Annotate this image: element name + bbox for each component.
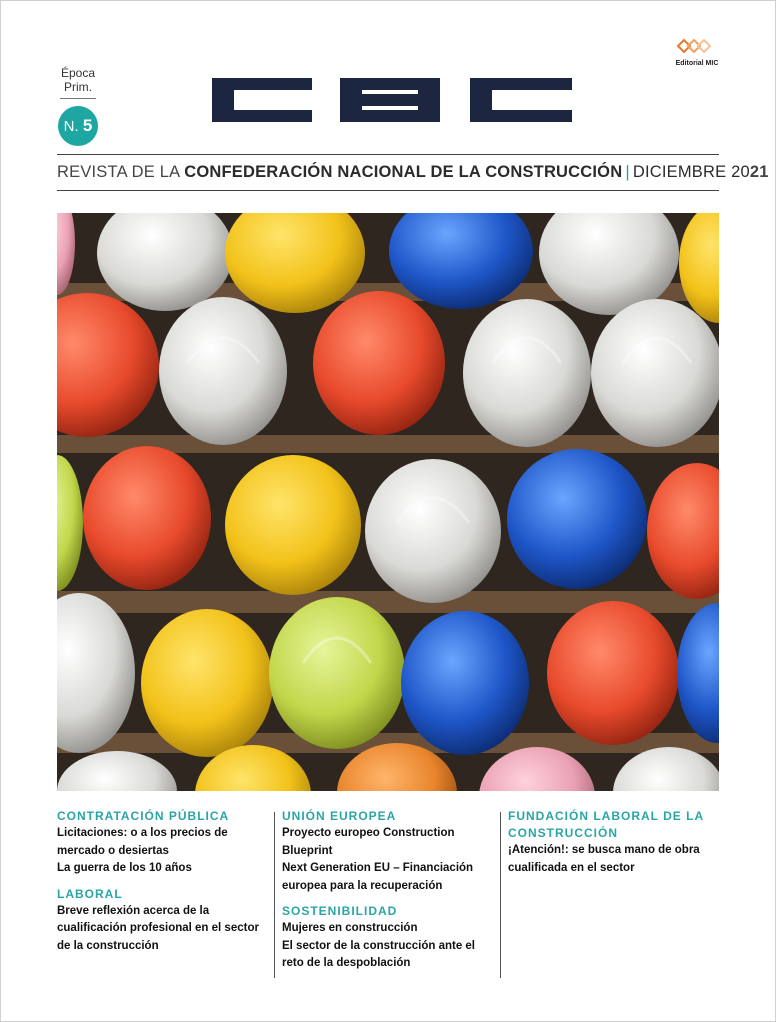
subtitle-year: 21 [749,163,769,181]
section-title: LABORAL [57,886,123,901]
epoca-line1: Época [60,66,96,80]
article-title[interactable]: Mujeres en construcción [282,922,418,934]
article-title[interactable]: ¡Atención!: se busca mano de obra cualificada en el sector [508,844,700,874]
article-title[interactable]: El sector de la construcción ante el reto de la despoblación [282,939,476,969]
toc-column-2 [282,808,492,973]
article-title[interactable]: La guerra de los 10 años [57,862,192,874]
epoca-label [58,66,98,94]
subtitle-rule-top [57,154,719,155]
toc-column-1 [57,808,269,955]
section-title: SOSTENIBILIDAD [282,904,398,918]
magazine-subtitle [57,163,769,182]
hard-hats-photo-icon [57,213,719,791]
column-divider-1 [274,812,275,978]
subtitle-separator: | [625,163,630,181]
column-divider-2 [500,812,501,978]
subtitle-rule-bottom [57,190,719,191]
article-title[interactable]: Breve reflexión acerca de la cualificación profesional en el sector de la construcción [57,904,259,952]
section-title: CONTRATACIÓN PÚBLICA [57,809,230,823]
article-title[interactable]: Proyecto europeo Construction Blueprint [282,827,455,857]
issue-number: 5 [82,116,93,135]
epoca-line2: Prim. [64,80,92,94]
cover-photo [57,213,719,791]
article-title[interactable]: Next Generation EU – Financiación europea para la recuperación [282,862,474,892]
publisher-logo [668,38,726,67]
subtitle-org: CONFEDERACIÓN NACIONAL DE LA CONSTRUCCIÓN [184,163,623,181]
cnc-logo [212,78,572,122]
epoca-divider [60,98,96,99]
publisher-name: Editorial MIC [675,60,719,67]
publisher-mark-icon [676,38,718,54]
subtitle-date: DICIEMBRE 20 [632,163,750,181]
toc-column-3 [508,808,720,877]
section-title: FUNDACIÓN LABORAL DE LA CONSTRUCCIÓN [508,809,704,840]
article-title[interactable]: Licitaciones: o a los precios de mercado o desiertas [57,827,228,857]
section-title: UNIÓN EUROPEA [282,809,397,823]
issue-badge [58,106,98,146]
issue-prefix: N. [63,118,79,135]
subtitle-part1: REVISTA DE LA [57,163,185,181]
